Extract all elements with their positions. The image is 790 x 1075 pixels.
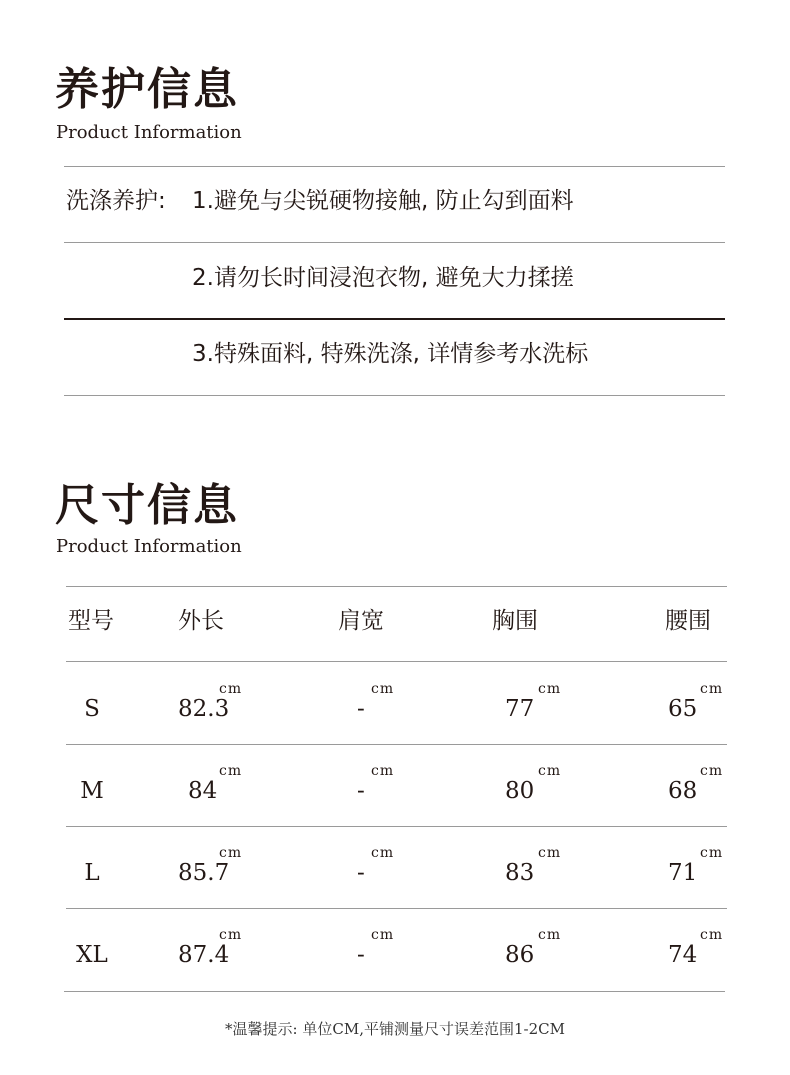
row-size: L [84, 860, 100, 886]
unit-label: cm [700, 681, 724, 697]
care-line-1: 1.避免与尖锐硬物接触, 防止勾到面料 [192, 188, 574, 214]
header-length: 外长 [178, 608, 224, 634]
unit-label: cm [371, 845, 395, 861]
header-shoulder: 肩宽 [338, 608, 384, 634]
size-subtitle: Product Information [56, 536, 242, 557]
divider [66, 744, 727, 745]
cell-length: 85.7 [178, 860, 230, 886]
unit-label: cm [371, 927, 395, 943]
divider [64, 242, 725, 243]
cell-shoulder: - [357, 696, 365, 722]
cell-waist: 65 [668, 696, 698, 722]
unit-label: cm [371, 763, 395, 779]
cell-chest: 83 [505, 860, 535, 886]
care-label: 洗涤养护: [66, 188, 166, 214]
divider [64, 395, 725, 396]
cell-length: 87.4 [178, 942, 230, 968]
unit-label: cm [371, 681, 395, 697]
care-title: 养护信息 [55, 64, 239, 115]
cell-shoulder: - [357, 778, 365, 804]
table-bottom-border [64, 991, 725, 992]
cell-length: 82.3 [178, 696, 230, 722]
size-title: 尺寸信息 [55, 480, 239, 531]
care-line-3: 3.特殊面料, 特殊洗涤, 详情参考水洗标 [192, 341, 589, 367]
cell-waist: 68 [668, 778, 698, 804]
cell-waist: 71 [668, 860, 698, 886]
divider [66, 661, 727, 662]
header-waist: 腰围 [665, 608, 711, 634]
unit-label: cm [538, 681, 562, 697]
unit-label: cm [219, 845, 243, 861]
unit-label: cm [700, 763, 724, 779]
cell-shoulder: - [357, 942, 365, 968]
divider [64, 166, 725, 167]
unit-label: cm [538, 763, 562, 779]
row-size: M [80, 778, 104, 804]
divider [66, 908, 727, 909]
care-subtitle: Product Information [56, 122, 242, 143]
unit-label: cm [538, 927, 562, 943]
header-chest: 胸围 [492, 608, 538, 634]
header-size: 型号 [68, 608, 114, 634]
row-size: S [84, 696, 100, 722]
unit-label: cm [219, 927, 243, 943]
row-size: XL [76, 942, 108, 968]
divider [64, 318, 725, 320]
cell-chest: 86 [505, 942, 535, 968]
unit-label: cm [700, 927, 724, 943]
unit-label: cm [219, 763, 243, 779]
cell-chest: 80 [505, 778, 535, 804]
cell-shoulder: - [357, 860, 365, 886]
care-line-2: 2.请勿长时间浸泡衣物, 避免大力揉搓 [192, 265, 574, 291]
unit-label: cm [219, 681, 243, 697]
unit-label: cm [700, 845, 724, 861]
cell-waist: 74 [668, 942, 698, 968]
divider [66, 826, 727, 827]
cell-chest: 77 [505, 696, 535, 722]
measurement-note: *温馨提示: 单位CM,平铺测量尺寸误差范围1-2CM [225, 1020, 565, 1038]
cell-length: 84 [188, 778, 218, 804]
unit-label: cm [538, 845, 562, 861]
table-top-border [66, 586, 727, 587]
